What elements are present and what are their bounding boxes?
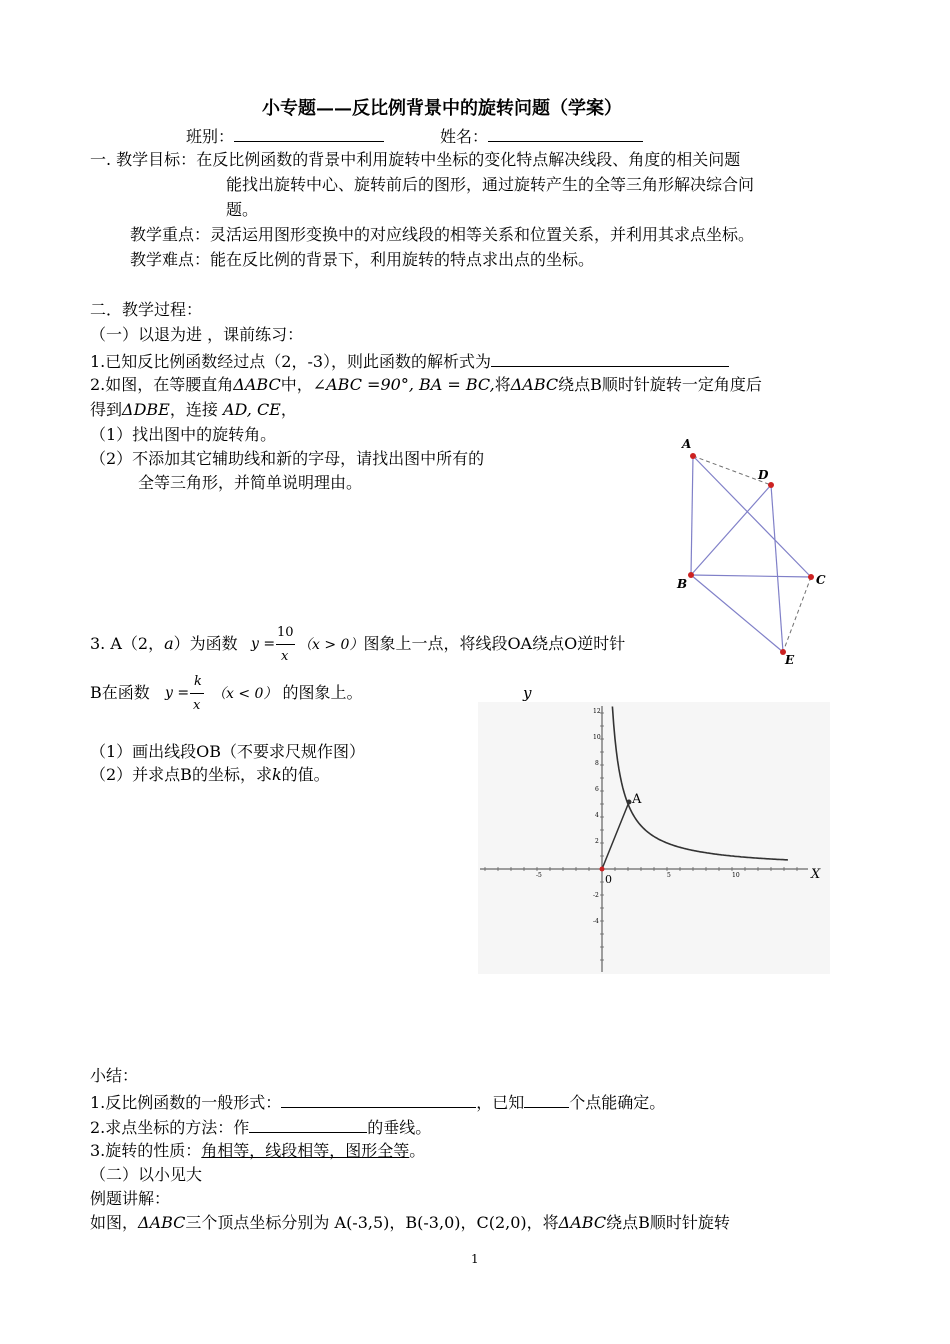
graph-y-label: y [523, 684, 532, 702]
q2-triangle-abc: ΔABC [233, 375, 281, 394]
label-b: B [677, 577, 688, 591]
y-tick-neg2: -2 [593, 892, 599, 899]
class-label: 班别： [186, 127, 235, 146]
summary-2-blank [249, 1115, 367, 1133]
graph-x-label: X [811, 867, 821, 882]
x-tick-10: 10 [732, 872, 740, 879]
y-tick-4: 4 [595, 812, 599, 819]
q3-s2-k: k [271, 765, 282, 784]
q3-var-a: a [164, 634, 174, 653]
segment-ab [691, 456, 693, 575]
segment-ac [693, 456, 811, 577]
q3-s2-b: 的值。 [281, 765, 330, 784]
question-2-sub-2a: （2）不添加其它辅助线和新的字母，请找出图中所有的 [90, 449, 485, 468]
difficulty: 教学难点：能在反比例的背景下，利用旋转的特点求出点的坐标。 [130, 250, 595, 269]
q2-condition: ∠ABC =90°, BA = BC, [312, 375, 495, 394]
question-2-sub-2b: 全等三角形，并简单说明理由。 [138, 473, 363, 492]
segment-be [691, 575, 783, 652]
y-tick-12: 12 [593, 708, 601, 715]
goals-line-3: 题。 [226, 200, 259, 219]
summary-3a: 3.旋转的性质： [90, 1141, 202, 1160]
question-3-line-1 [90, 633, 238, 655]
y-tick-6: 6 [595, 786, 599, 793]
q3-func2-den: x [193, 698, 201, 713]
point-c [808, 574, 814, 580]
goals-text-1: 在反比例函数的背景中利用旋转中坐标的变化特点解决线段、角度的相关问题 [196, 150, 741, 169]
q3-line2-a: B在函数 [90, 683, 150, 702]
segment-bc [691, 575, 811, 577]
graph-origin-label: 0 [605, 873, 612, 886]
example-text-b: 三个顶点坐标分别为 A(-3,5)，B(-3,0)，C(2,0)，将 [185, 1213, 559, 1232]
q3-line2-b: 的图象上。 [282, 683, 363, 702]
q3-condition-2: （x < 0） [212, 686, 278, 702]
q3-fraction-num: 10 [277, 625, 294, 640]
class-field [186, 124, 384, 148]
q3-func-lhs: y = [251, 636, 276, 652]
y-tick-8: 8 [595, 760, 599, 767]
question-3-sub-2 [90, 764, 330, 786]
process-heading: 二．教学过程： [90, 300, 203, 319]
summary-3 [90, 1140, 425, 1162]
y-tick-2: 2 [595, 838, 599, 845]
question-1-text: 1.已知反比例函数经过点（2，-3），则此函数的解析式为 [90, 352, 492, 371]
question-1-blank [491, 349, 729, 367]
example-line [90, 1212, 730, 1234]
question-3-line-2-rest [212, 682, 363, 705]
name-label: 姓名： [440, 127, 489, 146]
example-text-c: 绕点B顺时针旋转 [606, 1213, 730, 1232]
q2-text-d: 绕点B顺时针旋转一定角度后 [558, 375, 762, 394]
label-e: E [785, 653, 795, 667]
x-tick-5: 5 [667, 872, 671, 879]
rotation-triangle-figure [670, 432, 840, 672]
summary-1a: 1.反比例函数的一般形式： [90, 1093, 282, 1112]
q2-line2-a: 得到 [90, 400, 123, 419]
q2-text-c: 将 [494, 375, 511, 394]
point-b [688, 572, 694, 578]
question-1 [90, 349, 729, 373]
label-d: D [758, 468, 769, 482]
goals-label: 一. 教学目标： [90, 150, 197, 169]
label-a: A [682, 437, 692, 451]
point-d [768, 482, 774, 488]
q3-fraction-den: x [281, 649, 289, 664]
point-o [600, 867, 605, 872]
segment-ce [783, 577, 811, 652]
summary-2 [90, 1115, 431, 1139]
part2-heading: （二）以小见大 [90, 1165, 203, 1184]
summary-1c: 个点能确定。 [569, 1093, 666, 1112]
part1-heading: （一）以退为进 ，课前练习： [90, 325, 304, 344]
label-c: C [816, 573, 826, 587]
y-tick-neg4: -4 [593, 918, 599, 925]
q2-text-a: 2.如图，在等腰直角 [90, 375, 234, 394]
q2-text-b: 中， [280, 375, 313, 394]
y-tick-10: 10 [593, 734, 601, 741]
goals-line-2: 能找出旋转中心、旋转前后的图形，通过旋转产生的全等三角形解决综合问 [226, 175, 755, 194]
point-a-graph [627, 800, 632, 805]
example-triangle-2: ΔABC [558, 1213, 607, 1232]
name-blank [488, 124, 643, 142]
point-a [690, 453, 696, 459]
summary-3c: 。 [409, 1141, 426, 1160]
q3-text-b: ）为函数 [173, 634, 238, 653]
name-field [440, 124, 643, 148]
class-blank [234, 124, 384, 142]
question-2-sub-1: （1）找出图中的旋转角。 [90, 425, 277, 444]
graph-background [478, 702, 830, 974]
goals-line-1 [90, 149, 740, 171]
segment-de [771, 485, 783, 652]
q2-line2-c: ， [280, 400, 297, 419]
q3-s2-a: （2）并求点B的坐标，求 [90, 765, 272, 784]
summary-1-blank-form [281, 1090, 476, 1108]
q3-condition: （x > 0） [298, 637, 364, 653]
q2-line2-b: ，连接 [169, 400, 218, 419]
summary-1 [90, 1090, 665, 1114]
question-3-line-2 [90, 682, 150, 704]
q2-segments: AD, CE [222, 400, 281, 419]
q3-text-c: 图象上一点，将线段OA绕点O逆时针 [363, 634, 626, 653]
graph-point-a-label: A [632, 792, 642, 807]
function-graph [478, 702, 830, 974]
question-3-sub-1: （1）画出线段OB（不要求尺规作图） [90, 742, 366, 761]
example-text-a: 如图， [90, 1213, 139, 1232]
segment-bd [691, 485, 771, 575]
summary-2b: 的垂线。 [367, 1118, 432, 1137]
example-heading: 例题讲解： [90, 1189, 171, 1208]
q3-fraction-bar [276, 644, 295, 645]
q2-triangle-abc-2: ΔABC [510, 375, 559, 394]
summary-2a: 2.求点坐标的方法：作 [90, 1118, 250, 1137]
question-2-line-1 [90, 374, 762, 396]
question-3-line-1-rest [298, 633, 625, 656]
key-points: 教学重点：灵活运用图形变换中的对应线段的相等关系和位置关系，并利用其求点坐标。 [130, 225, 755, 244]
x-tick-neg5: -5 [536, 872, 542, 879]
q3-func2-num: k [194, 674, 202, 689]
page-number: 1 [471, 1252, 479, 1266]
q2-triangle-dbe: ΔDBE [122, 400, 170, 419]
question-2-line-2 [90, 399, 297, 421]
page-title: 小专题——反比例背景中的旋转问题（学案） [262, 98, 622, 119]
q3-func2-bar [190, 693, 204, 694]
summary-heading: 小结： [90, 1066, 139, 1085]
summary-1b: ，已知 [476, 1093, 525, 1112]
q3-func2-lhs: y = [165, 685, 190, 701]
summary-1-blank-count [524, 1090, 569, 1108]
q3-text-a: 3. A（2， [90, 634, 165, 653]
example-triangle: ΔABC [138, 1213, 186, 1232]
summary-3-properties: 角相等，线段相等，图形全等 [201, 1141, 410, 1160]
